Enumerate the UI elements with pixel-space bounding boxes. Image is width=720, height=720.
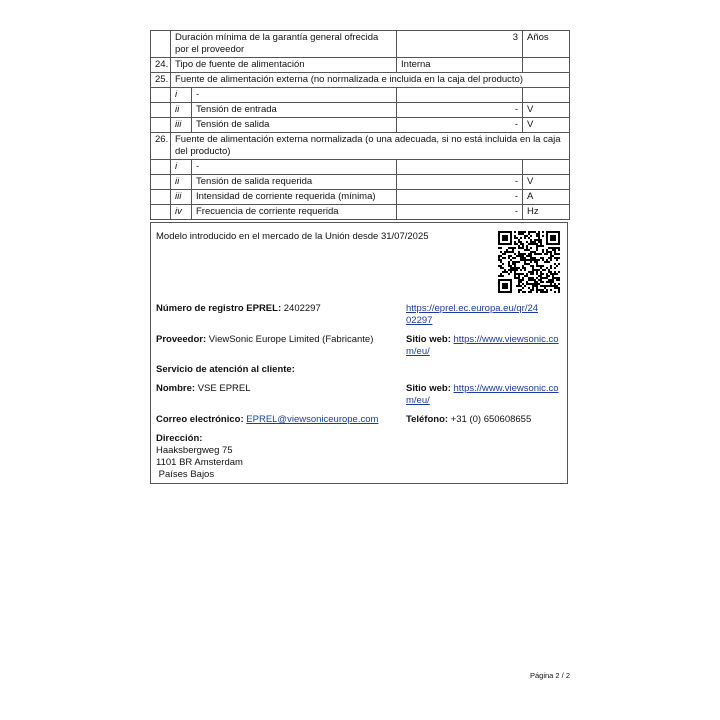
email-label: Correo electrónico: bbox=[156, 414, 244, 425]
website2-label: Sitio web: bbox=[406, 383, 451, 394]
cell-num bbox=[151, 103, 171, 118]
table-row bbox=[151, 160, 570, 175]
cell-num bbox=[151, 118, 171, 133]
cell-header: Fuente de alimentación externa normalizada (o una adecuada, si no está incluida en la caja del producto) bbox=[171, 133, 570, 160]
cell-value: - bbox=[397, 118, 523, 133]
cell-unit bbox=[523, 58, 570, 73]
cell-label: Frecuencia de corriente requerida bbox=[192, 205, 397, 220]
cell-sub: iv bbox=[171, 205, 192, 220]
website2-link-line-1[interactable]: https://www.viewsonic.co bbox=[453, 383, 559, 394]
cell-label: Tensión de salida requerida bbox=[192, 175, 397, 190]
address-line-2: 1101 BR Amsterdam bbox=[156, 457, 243, 468]
cell-unit: Hz bbox=[523, 205, 570, 220]
name-value: VSE EPREL bbox=[197, 383, 251, 394]
cell-unit bbox=[523, 160, 570, 175]
cell-value bbox=[397, 160, 523, 175]
cell-num bbox=[151, 160, 171, 175]
cell-num bbox=[151, 31, 171, 58]
cell-label: Intensidad de corriente requerida (mínima) bbox=[192, 190, 397, 205]
contact-email bbox=[156, 414, 378, 426]
table-row bbox=[151, 175, 570, 190]
cell-num bbox=[151, 205, 171, 220]
customer-service-heading: Servicio de atención al cliente: bbox=[156, 364, 295, 375]
cell-num bbox=[151, 88, 171, 103]
table-row bbox=[151, 88, 570, 103]
cell-value: Interna bbox=[397, 58, 523, 73]
supplier-value: ViewSonic Europe Limited (Fabricante) bbox=[208, 334, 374, 345]
cell-label: Tensión de salida bbox=[192, 118, 397, 133]
cell-num bbox=[151, 190, 171, 205]
eprel-registration bbox=[156, 303, 321, 315]
cell-value: 3 bbox=[397, 31, 523, 58]
cell-num: 25. bbox=[151, 73, 171, 88]
cell-value: - bbox=[397, 205, 523, 220]
eprel-label: Número de registro EPREL: bbox=[156, 303, 282, 314]
table-row bbox=[151, 73, 570, 88]
cell-num: 24. bbox=[151, 58, 171, 73]
website-link-line-2[interactable]: m/eu/ bbox=[406, 346, 430, 357]
address-label: Dirección: bbox=[156, 433, 203, 444]
cell-value: - bbox=[397, 190, 523, 205]
supplier-label: Proveedor: bbox=[156, 334, 207, 345]
market-intro-text: Modelo introducido en el mercado de la Unión desde 31/07/2025 bbox=[156, 231, 429, 242]
table-row bbox=[151, 118, 570, 133]
cell-label: Tipo de fuente de alimentación bbox=[171, 58, 397, 73]
cell-label: Duración mínima de la garantía general ofrecida por el proveedor bbox=[171, 31, 397, 58]
address-line-3: Países Bajos bbox=[156, 469, 215, 480]
eprel-link-line-1[interactable]: https://eprel.ec.europa.eu/qr/24 bbox=[406, 303, 539, 314]
cell-sub: iii bbox=[171, 190, 192, 205]
phone-label: Teléfono: bbox=[406, 414, 449, 425]
cell-unit: V bbox=[523, 103, 570, 118]
cell-sub: iii bbox=[171, 118, 192, 133]
table-row bbox=[151, 133, 570, 160]
cell-header: Fuente de alimentación externa (no normalizada e incluida en la caja del producto) bbox=[171, 73, 570, 88]
cell-num: 26. bbox=[151, 133, 171, 160]
table-row bbox=[151, 190, 570, 205]
eprel-value: 2402297 bbox=[283, 303, 321, 314]
address-line-1: Haaksbergweg 75 bbox=[156, 445, 233, 456]
cell-sub: i bbox=[171, 88, 192, 103]
table-row bbox=[151, 58, 570, 73]
eprel-link-line-2[interactable]: 02297 bbox=[406, 315, 433, 326]
table-row bbox=[151, 205, 570, 220]
website-label: Sitio web: bbox=[406, 334, 451, 345]
cell-num bbox=[151, 175, 171, 190]
cell-unit: Años bbox=[523, 31, 570, 58]
cell-unit: V bbox=[523, 175, 570, 190]
cell-label: - bbox=[192, 160, 397, 175]
cell-value bbox=[397, 88, 523, 103]
cell-sub: i bbox=[171, 160, 192, 175]
spec-table bbox=[150, 30, 570, 220]
cell-sub: ii bbox=[171, 103, 192, 118]
cell-label: Tensión de entrada bbox=[192, 103, 397, 118]
qr-code-icon[interactable] bbox=[498, 231, 560, 293]
cell-unit: V bbox=[523, 118, 570, 133]
website2-link-line-2[interactable]: m/eu/ bbox=[406, 395, 430, 406]
table-row bbox=[151, 31, 570, 58]
cell-sub: ii bbox=[171, 175, 192, 190]
supplier-website bbox=[406, 334, 559, 346]
cell-unit bbox=[523, 88, 570, 103]
supplier bbox=[156, 334, 373, 346]
table-row bbox=[151, 103, 570, 118]
cell-unit: A bbox=[523, 190, 570, 205]
website-link-line-1[interactable]: https://www.viewsonic.co bbox=[453, 334, 559, 345]
service-website bbox=[406, 383, 559, 395]
email-link[interactable]: EPREL@viewsoniceurope.com bbox=[246, 414, 379, 425]
cell-label: - bbox=[192, 88, 397, 103]
contact-phone bbox=[406, 414, 531, 426]
page-number: Página 2 / 2 bbox=[529, 671, 570, 680]
cell-value: - bbox=[397, 103, 523, 118]
name-label: Nombre: bbox=[156, 383, 196, 394]
phone-value: +31 (0) 650608655 bbox=[450, 414, 532, 425]
contact-name bbox=[156, 383, 251, 395]
eprel-info-box bbox=[150, 222, 568, 484]
cell-value: - bbox=[397, 175, 523, 190]
